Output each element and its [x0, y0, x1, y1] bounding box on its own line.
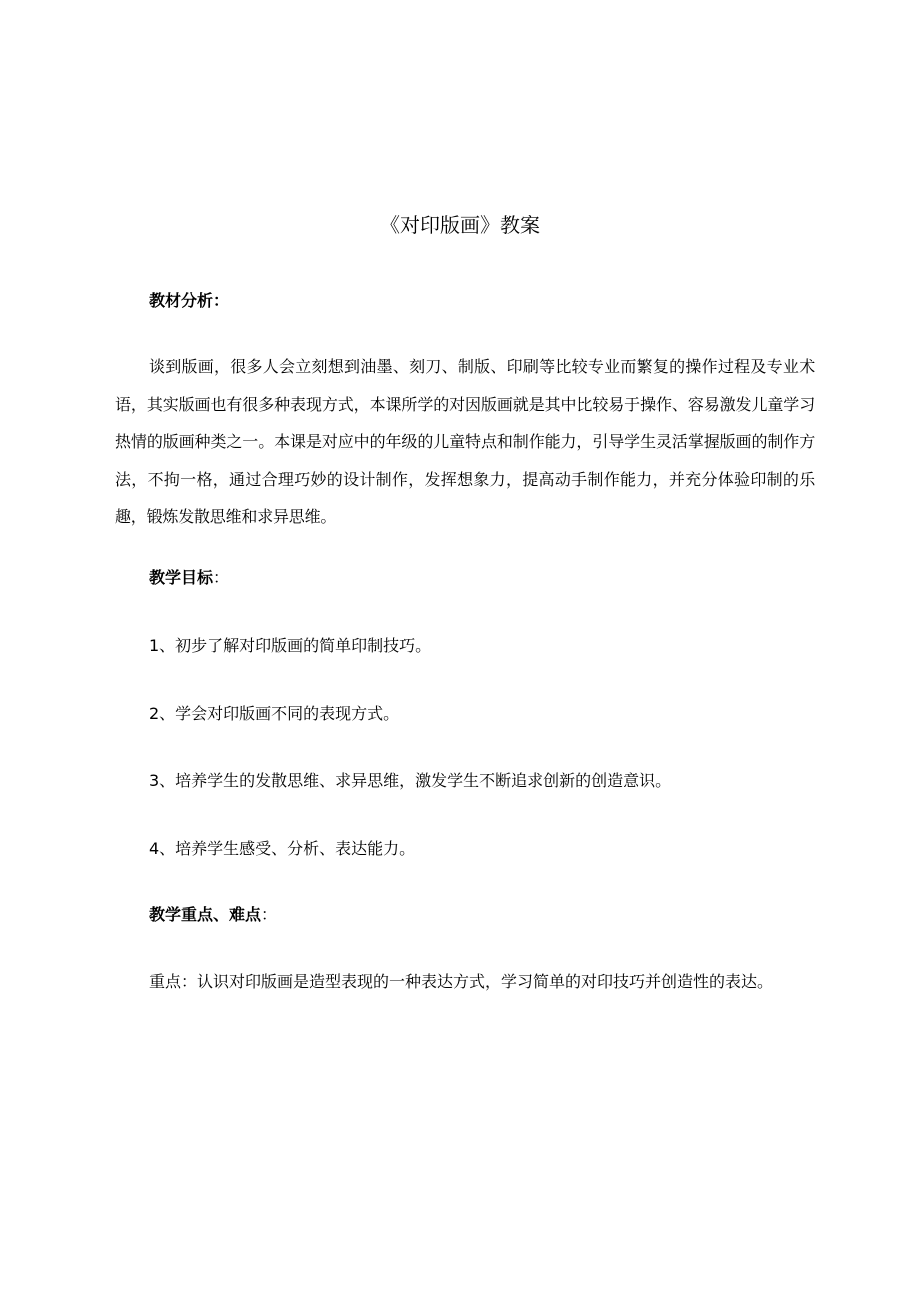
goal-item-4: 4、培养学生感受、分析、表达能力。	[149, 839, 416, 858]
section-heading-key-points	[149, 903, 277, 927]
heading-colon: ：	[261, 905, 278, 924]
document-title: 《对印版画》教案	[380, 213, 540, 237]
goal-item-3: 3、培养学生的发散思维、求异思维，激发学生不断追求创新的创造意识。	[149, 771, 672, 790]
section-heading-goals	[149, 566, 229, 590]
goal-item-2: 2、学会对印版画不同的表现方式。	[149, 704, 400, 723]
heading-colon: ：	[213, 568, 230, 587]
key-points-text: 重点：认识对印版画是造型表现的一种表达方式，学习简单的对印技巧并创造性的表达。	[149, 972, 774, 991]
heading-text: 教学目标	[149, 568, 214, 587]
heading-text: 教材分析：	[149, 291, 230, 310]
goal-item-1: 1、初步了解对印版画的简单印制技巧。	[149, 636, 432, 655]
analysis-paragraph: 谈到版画，很多人会立刻想到油墨、刻刀、制版、印刷等比较专业而繁复的操作过程及专业术语，其实版画也有很多种表现方式，本课所学的对因版画就是其中比较易于操作、容易激发儿童学习热情的版画种类之一。本课是对应中的年级的儿童特点和制作能力，引导学生灵活掌握版画的制作方法，不拘一格，通过合理巧妙的设计制作，发挥想象力，提高动手制作能力，并充分体验印制的乐趣，锻炼发散思维和求异思维。	[115, 357, 815, 526]
heading-text: 教学重点、难点	[149, 905, 262, 924]
section-heading-analysis	[149, 289, 229, 313]
